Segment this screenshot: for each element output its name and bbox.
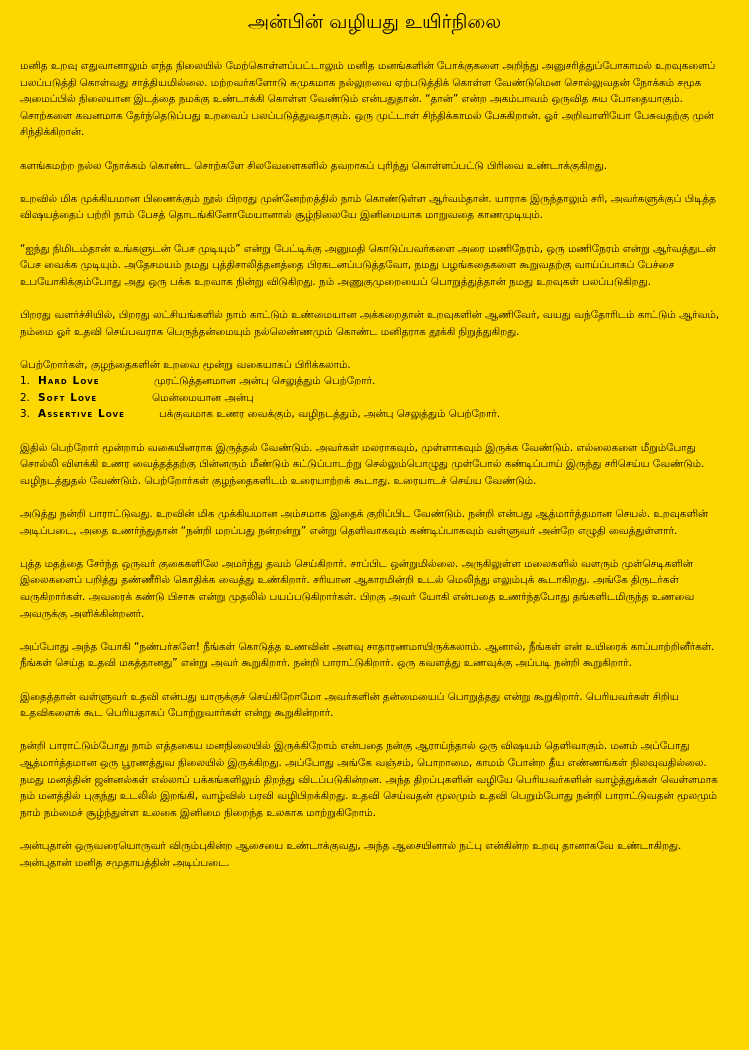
list-number: 2.	[20, 391, 30, 404]
paragraph-8: புத்த மதத்தை சேர்ந்த ஒருவர் குகைகளிலே அமர்ந்து தவம் செய்கிறார். சாப்பிட ஒன்றுமில்லை. அருகிலுள்ள மலைகளில் வளரும் முள்செடிகளின் இலைகளைப் பறித்து தண்ணீரில் கொதிக்க வைத்து உண்கிறார். சரியான ஆகாரமின்றி உடல் மெலிந்து எலும்புக் கூடாகிறது. அங்கே திருடர்கள் வருகிறார்கள். அவரைக் கண்டு பிசாசு என்று முதலில் பயப்படுகிறார்கள். பிறகு அவர் யோகி என்பதை உணர்ந்தபோது தங்களிடமிருந்த உணவை அவருக்கு அளிக்கின்றனர்.	[20, 557, 695, 620]
paragraph-11: நன்றி பாராட்டும்போது நாம் எத்தகைய மனநிலையில் இருக்கிறோம் என்பதை நன்கு ஆராய்ந்தால் ஒரு விஷயம் தெளிவாகும். மனம் அப்போது ஆத்மார்த்தமான ஒரு பூரணத்துவ நிலையில் இருக்கிறது. அப்போது அங்கே வஞ்சம், பொறாமை, காமம் போன்ற தீய எண்ணங்கள் நிலவுவதில்லை. நமது மனத்தின் ஜன்னல்கள் எல்லாப் பக்கங்களிலும் திறந்து விடப்படுகின்றன. அந்த திறப்புகளின் வழியே பெரியவர்களின் வாழ்த்துக்கள் வெள்ளமாக நம் மனத்தில் புகுந்து உடலில் இறங்கி, வாழ்வில் பரவி வழிபிறக்கிறது. உதவி செய்வதன் மூலமும் உதவி பெறும்போது நன்றி பாராட்டுவதன் மூலமும் நாம் நம்மைச் சூழ்ந்துள்ள உலகை இனிமை நிறைந்த உலகாக மாற்றுகிறோம்.	[20, 740, 718, 819]
list-item	[20, 406, 729, 423]
paragraph-9: அப்போது அந்த யோகி “நண்பர்களே! நீங்கள் கொடுத்த உணவின் அளவு சாதாரணமாயிருக்கலாம். ஆனால், நீங்கள் என் உயிரைக் காப்பாற்றினீர்கள். நீங்கள் செய்த உதவி மகத்தானது” என்று அவர் கூறுகிறார். நன்றி பாராட்டுகிறார். ஒரு கவளத்து உணவுக்கு அப்படி நன்றி கூறுகிறார்.	[20, 640, 715, 670]
paragraph-10: இதைத்தான் வள்ளுவர் உதவி என்பது யாருக்குச் செய்கிறோமோ அவர்களின் தன்மையைப் பொறுத்தது என்று கூறுகிறார். பெரியவர்கள் சிறிய உதவிகளைக் கூட பெரியதாகப் போற்றுவார்கள் என்று கூறுகின்றார்.	[20, 690, 679, 720]
list-number: 3.	[20, 408, 30, 421]
list-number: 1.	[20, 375, 30, 388]
list-term: Hard Love	[38, 375, 100, 388]
paragraph-1: மனித உறவு எதுவானாலும் எந்த நிலையில் மேற்கொள்ளப்பட்டாலும் மனித மனங்களின் போக்குகளை அறிந்து அனுசரித்துப்போகாமல் உறவுகளைப் பலப்படுத்தி கொள்வது சாத்தியமில்லை. மற்றவர்களோடு சுமுகமாக நல்லுறவை ஏற்படுத்திக் கொள்ள வேண்டுமென சொல்லுவதன் நோக்கம் சமூக அமைப்பில் நிலையான இடத்தை நமக்கு உண்டாக்கி கொள்ள வேண்டும் என்பதுதான். “தான்” என்ற அகம்பாவம் ஒருவித சுய போதையாகும். சொற்களை கவனமாக தேர்ந்தெடுப்பது உறவைப் பலப்படுத்துவதாகும். ஒரு முட்டாள் சிந்திக்காமல் பேசுகிறான். ஓர் அறிவாளியோ பேசுவதற்கு முன் சிந்திக்கிறான்.	[20, 60, 716, 139]
list-item	[20, 373, 729, 390]
list-description: பக்குவமாக உணர வைக்கும், வழிநடத்தும், அன்பு செலுத்தும் பெற்றோர்.	[159, 408, 501, 421]
list-term: Soft Love	[38, 391, 98, 404]
list-description: முரட்டுத்தனமான அன்பு செலுத்தும் பெற்றோர்.	[154, 375, 376, 388]
paragraph-2: களங்கமற்ற நல்ல நோக்கம் கொண்ட சொற்களே சிலவேளைகளில் தவறாகப் புரிந்து கொள்ளப்பட்டு பிரிவை உண்டாக்குகிறது.	[20, 159, 607, 172]
paragraph-5: பிறரது வளர்ச்சியில், பிறரது லட்சியங்களில் நாம் காட்டும் உண்மையான அக்கறைதான் உறவுகளின் ஆணிவேர், வயது வந்தோரிடம் காட்டும் ஆர்வம், நம்மை ஓர் உதவி செய்பவராக பெருந்தன்மையும் நல்லெண்ணமும் கொண்ட மனிதராக தூக்கி நிறுத்துகிறது.	[20, 308, 720, 338]
paragraph-12: அன்புதான் ஒருவரையொருவர் விரும்புகின்ற ஆசையை உண்டாக்குவது, அந்த ஆசையினால் நட்பு என்கின்ற உறவு தானாகவே உண்டாகிறது. அன்புதான் மனித சமுதாயத்தின் அடிப்படை.	[20, 839, 682, 869]
list-item	[20, 390, 729, 407]
list-intro: பெற்றோர்கள், குழந்தைகளின் உறவை மூன்று வகையாகப் பிரிக்கலாம்.	[20, 358, 351, 371]
paragraph-3: உறவில் மிக முக்கியமான பிணைக்கும் நூல் பிறரது முன்னேற்றத்தில் நாம் கொண்டுள்ள ஆர்வம்தான். யாராக இருந்தாலும் சரி, அவர்களுக்குப் பிடித்த விஷயத்தைப் பற்றி நாம் பேசத் தொடங்கினோமேயானால் சூழ்நிலையே இனிமையாக மாறுவதை காணமுடியும்.	[20, 192, 716, 222]
page-title: அன்பின் வழியது உயிர்நிலை	[247, 11, 502, 33]
list-description: மென்மையான அன்பு	[152, 391, 254, 404]
list-term: Assertive Love	[38, 408, 126, 421]
love-types-list	[20, 357, 729, 423]
paragraph-7: அடுத்து நன்றி பாராட்டுவது. உறவின் மிக முக்கியமான அம்சமாக இதைக் குறிப்பிட வேண்டும். நன்றி என்பது ஆத்மார்த்தமான செயல். உறவுகளின் அடிப்படை, அதை உணர்ந்துதான் “நன்றி மறப்பது நன்றன்று” என்று தெளிவாகவும் கண்டிப்பாகவும் வள்ளுவர் அன்றே எழுதி வைத்துள்ளார்.	[20, 508, 709, 537]
paragraph-6: இதில் பெற்றோர் மூன்றாம் வகையினராக இருத்தல் வேண்டும். அவர்கள் மலராகவும், முள்ளாகவும் இருக்க வேண்டும். எல்லைகளை மீறும்போது சொல்லி விளக்கி உணர வைத்தத்தற்கு பின்னரும் மீண்டும் கட்டுப்பாடற்று செல்லும்பொழுது முள்போல் கண்டிப்பாய் இருந்து சரிசெய்ய வேண்டும். வழிநடத்துதல் வேண்டும். பெற்றோர்கள் குழந்தைகளிடம் உரையாற்றக் கூடாது. உரையாடச் செய்ய வேண்டும்.	[20, 441, 705, 487]
paragraph-4: “ஐந்து நிமிடம்தான் உங்களுடன் பேச முடியும்” என்று பேட்டிக்கு அனுமதி கொடுப்பவர்களை அரை மணிநேரம், ஒரு மணிநேரம் என்று ஆர்வத்துடன் பேச வைக்க முடியும். அதேசமயம் நமது புத்திசாலித்தனத்தை பிரகடனப்படுத்தவோ, நமது பழங்கதைகளை கூறுவதற்கு வாய்ப்பாகப் பேச்சை உபயோகிக்கும்போது அது ஒரு பக்க உறவாக நின்று விடுகிறது. நம் அணுகுமுறையைப் பொறுத்துத்தான் நமது உறவுகள் பலப்படுகிறது.	[20, 242, 716, 288]
